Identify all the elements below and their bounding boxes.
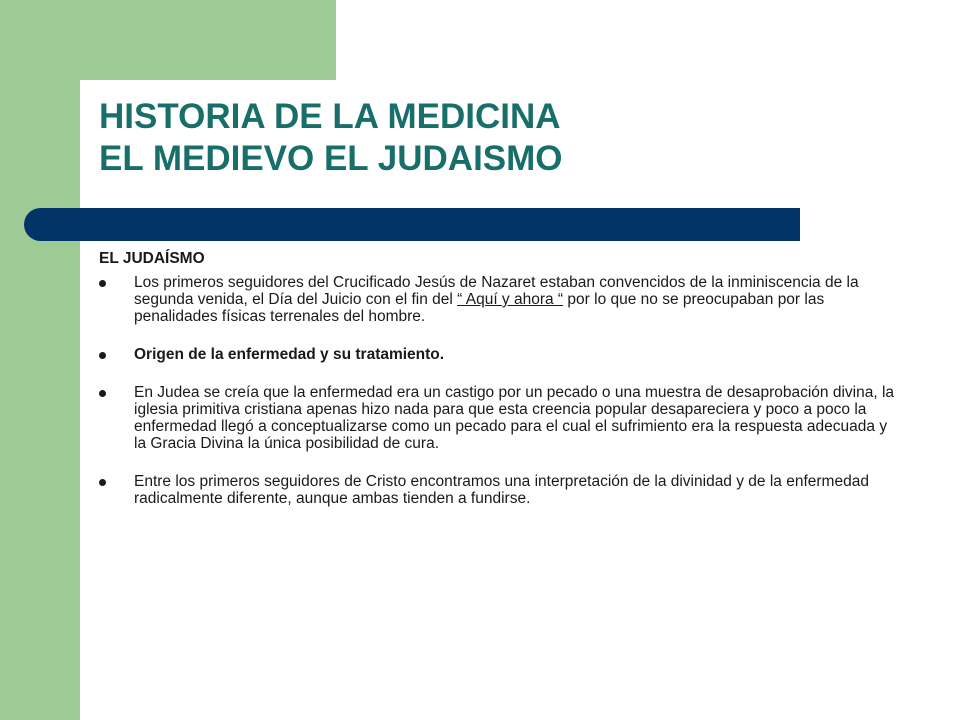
decorative-green-bar-top — [0, 0, 336, 80]
bullet-item-1 — [99, 274, 899, 325]
decorative-navy-band — [24, 208, 800, 241]
bullet-1-text-after: por lo que no se preocupaban por las penalidades físicas terrenales del hombre. — [134, 291, 825, 325]
bullet-2-text: Origen de la enfermedad y su tratamiento. — [134, 346, 445, 363]
slide-title-line-2: EL MEDIEVO EL JUDAISMO — [99, 139, 563, 178]
bullet-item-2 — [99, 346, 899, 363]
bullet-3-text: En Judea se creía que la enfermedad era un castigo por un pecado o una muestra de desaprobación divina, la iglesia primitiva cristiana apenas hizo nada para que esta creencia popular desapareciera y poco a poco la enfermedad llegó a conceptualizarse como un pecado para el cual el sufrimiento era la respuesta adecuada y la Gracia Divina la única posibilidad de cura. — [134, 384, 895, 452]
bullet-4-text: Entre los primeros seguidores de Cristo encontramos una interpretación de la divinidad y de la enfermedad radicalmente diferente, aunque ambas tienden a fundirse. — [134, 473, 869, 507]
bullet-icon — [99, 352, 106, 359]
bullet-1-text-before: Los primeros seguidores del Crucificado Jesús de Nazaret estaban convencidos de la inminiscencia de la segunda venida, el Día del Juicio con el fin del — [134, 274, 859, 308]
bullet-item-4 — [99, 473, 899, 507]
slide-body — [99, 250, 899, 528]
bullet-icon — [99, 280, 106, 287]
bullet-list — [99, 274, 899, 507]
bullet-1-underlined-quote: “ Aquí y ahora “ — [457, 291, 564, 308]
bullet-item-3 — [99, 384, 899, 452]
decorative-green-bar-left — [0, 0, 80, 720]
slide-title — [99, 96, 919, 180]
section-heading: EL JUDAÍSMO — [99, 250, 205, 267]
bullet-icon — [99, 479, 106, 486]
bullet-icon — [99, 390, 106, 397]
slide-title-line-1: HISTORIA DE LA MEDICINA — [99, 97, 561, 136]
